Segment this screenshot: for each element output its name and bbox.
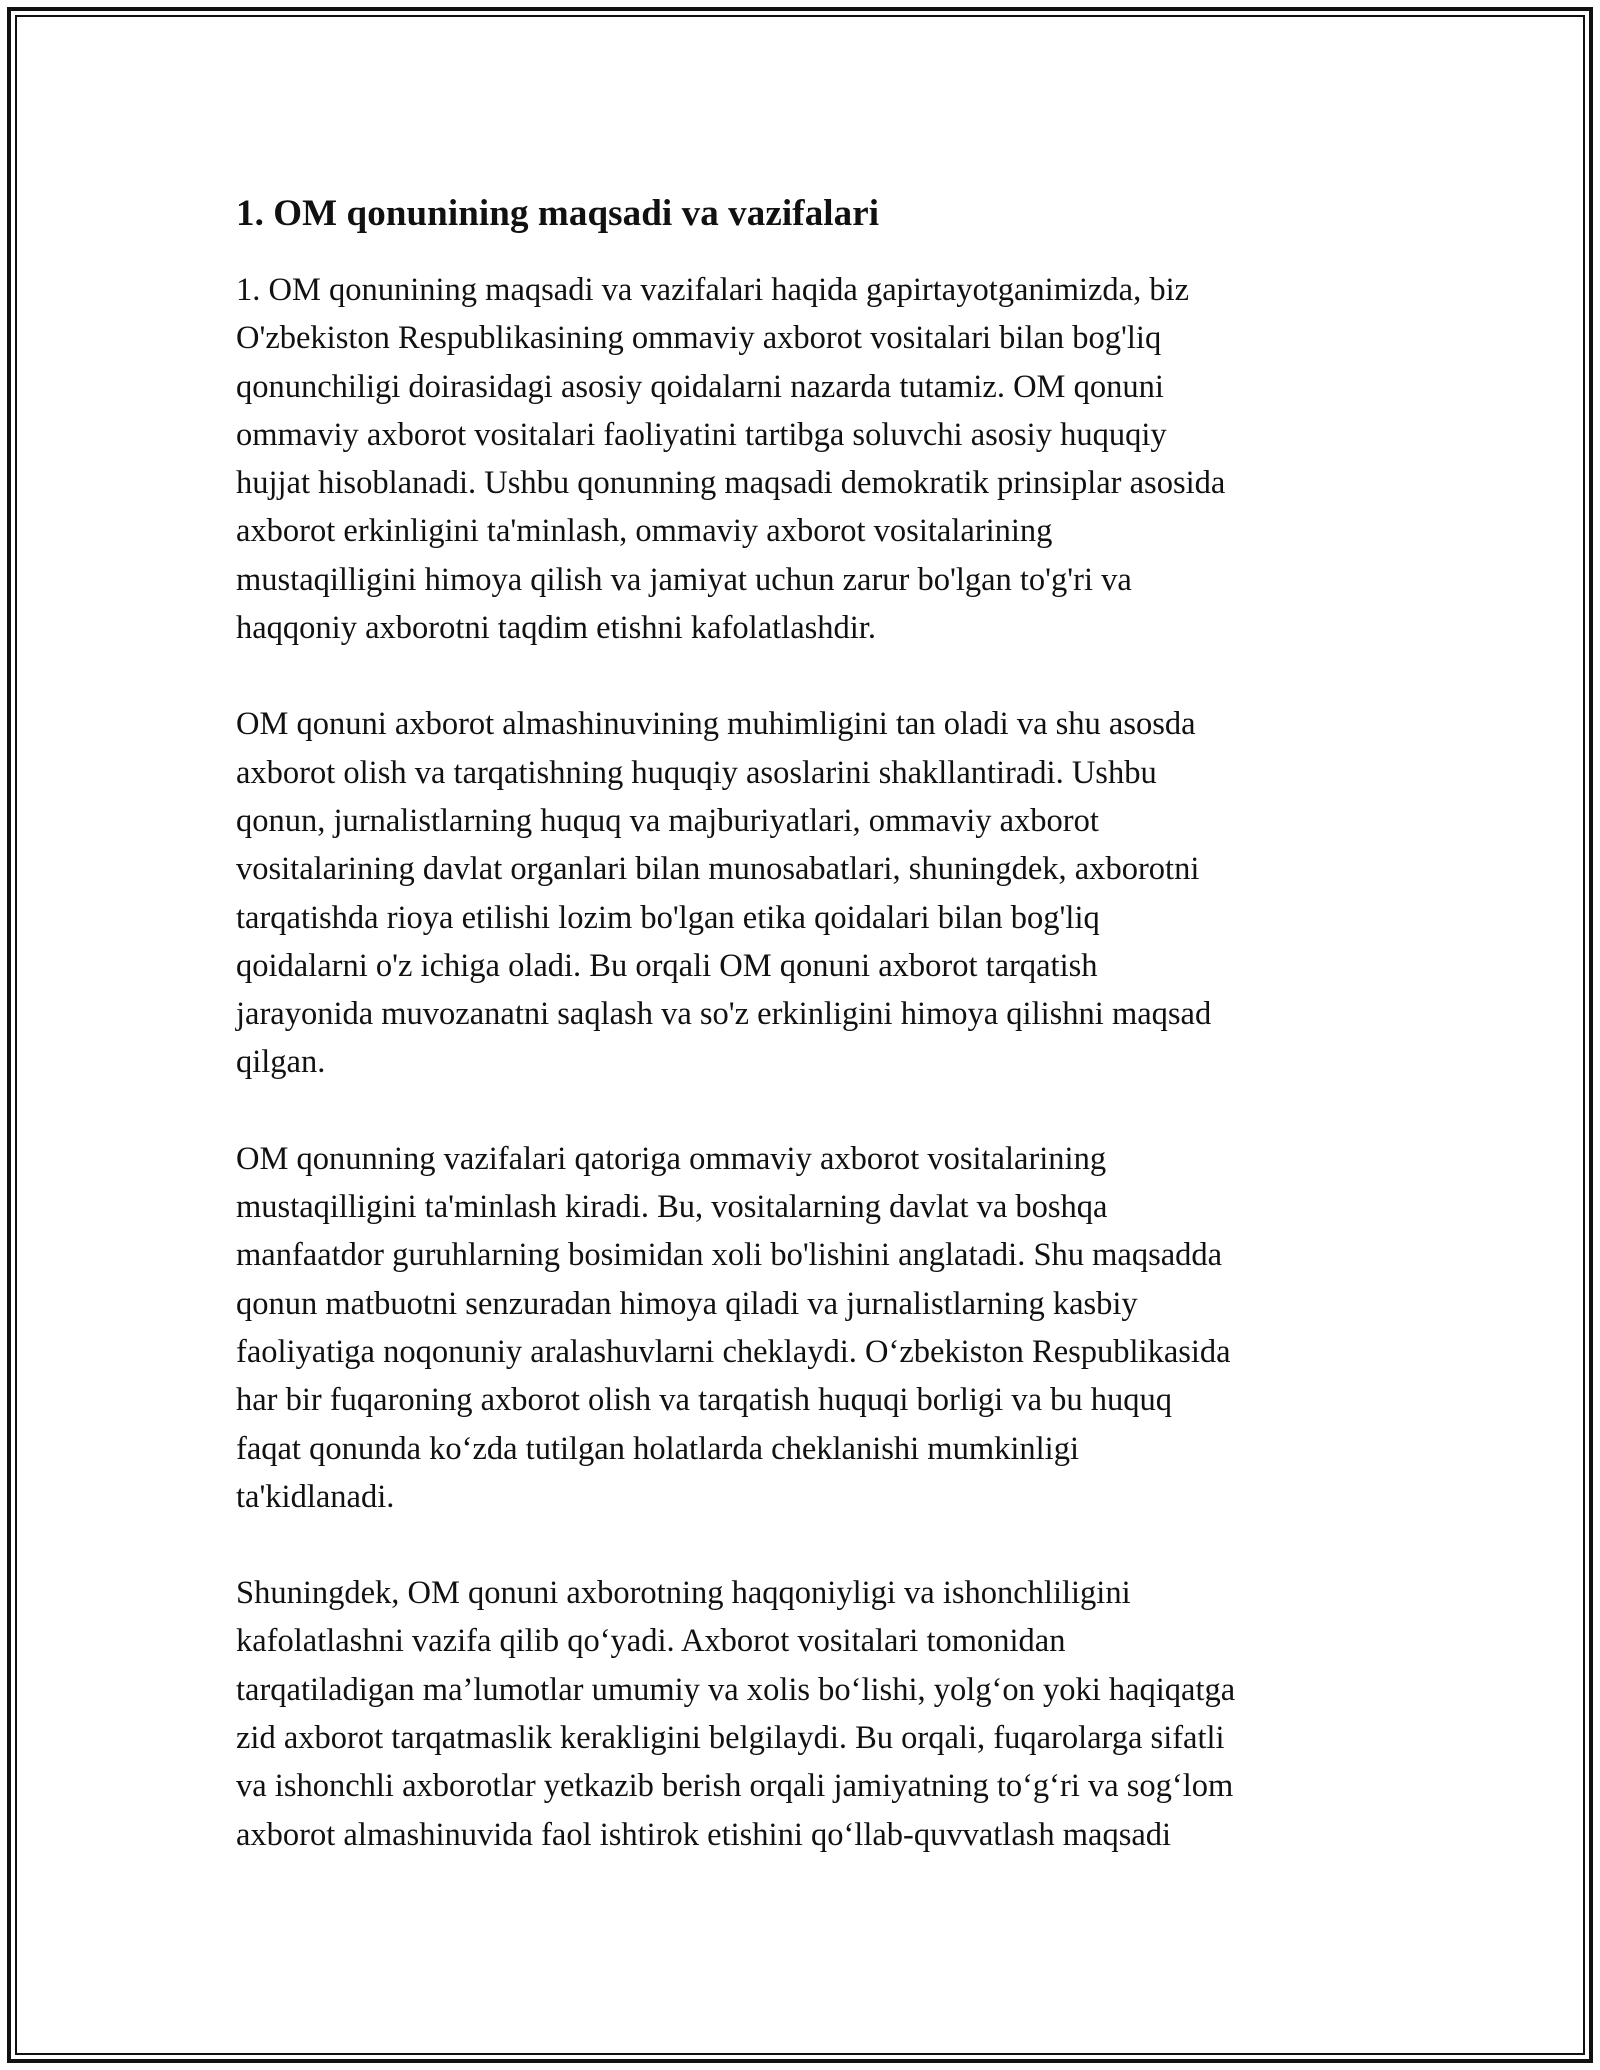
paragraph-4: Shuningdek, OM qonuni axborotning haqqoniyligi va ishonchliligini kafolatlashni vazifa qilib qo‘yadi. Axborot vositalari tomonidan tarqatiladigan ma’lumotlar umumiy va xolis bo‘lishi, yolg‘on yoki haqiqatga zid axborot tarqatmaslik kerakligini belgilaydi. Bu orqali, fuqarolarga sifatli va ishonchli axborotlar yetkazib berish orqali jamiyatning to‘g‘ri va sog‘lom axborot almashinuvida faol ishtirok etishini qo‘llab-quvvatlash maqsadi [236, 1575, 1236, 1853]
document-body [236, 188, 1376, 1907]
paragraph-3: OM qonunning vazifalari qatoriga ommaviy axborot vositalarining mustaqilligini ta'minlash kiradi. Bu, vositalarning davlat va boshqa manfaatdor guruhlarning bosimidan xoli bo'lishini anglatadi. Shu maqsadda qonun matbuotni senzuradan himoya qiladi va jurnalistlarning kasbiy faoliyatiga noqonuniy aralashuvlarni cheklaydi. O‘zbekiston Respublikasida har bir fuqaroning axborot olish va tarqatish huquqi borligi va bu huquq faqat qonunda ko‘zda tutilgan holatlarda cheklanishi mumkinligi ta'kidlanadi. [236, 1140, 1231, 1515]
paragraph-2: OM qonuni axborot almashinuvining muhimligini tan oladi va shu asosda axborot olish va tarqatishning huquqiy asoslarini shakllantiradi. Ushbu qonun, jurnalistlarning huquq va majburiyatlari, ommaviy axborot vositalarining davlat organlari bilan munosabatlari, shuningdek, axborotni tarqatishda rioya etilishi lozim bo'lgan etika qoidalari bilan bog'liq qoidalarni o'z ichiga oladi. Bu orqali OM qonuni axborot tarqatish jarayonida muvozanatni saqlash va so'z erkinligini himoya qilishni maqsad qilgan. [236, 706, 1212, 1081]
paragraph-1: 1. OM qonunining maqsadi va vazifalari haqida gapirtayotganimizda, biz O'zbekiston Respublikasining ommaviy axborot vositalari bilan bog'liq qonunchiligi doirasidagi asosiy qoidalarni nazarda tutamiz. OM qonuni ommaviy axborot vositalari faoliyatini tartibga soluvchi asosiy huquqiy hujjat hisoblanadi. Ushbu qonunning maqsadi demokratik prinsiplar asosida axborot erkinligini ta'minlash, ommaviy axborot vositalarining mustaqilligini himoya qilish va jamiyat uchun zarur bo'lgan to'g'ri va haqqoniy axborotni taqdim etishni kafolatlashdir. [236, 272, 1226, 647]
section-heading: 1. OM qonunining maqsadi va vazifalari [236, 193, 880, 234]
